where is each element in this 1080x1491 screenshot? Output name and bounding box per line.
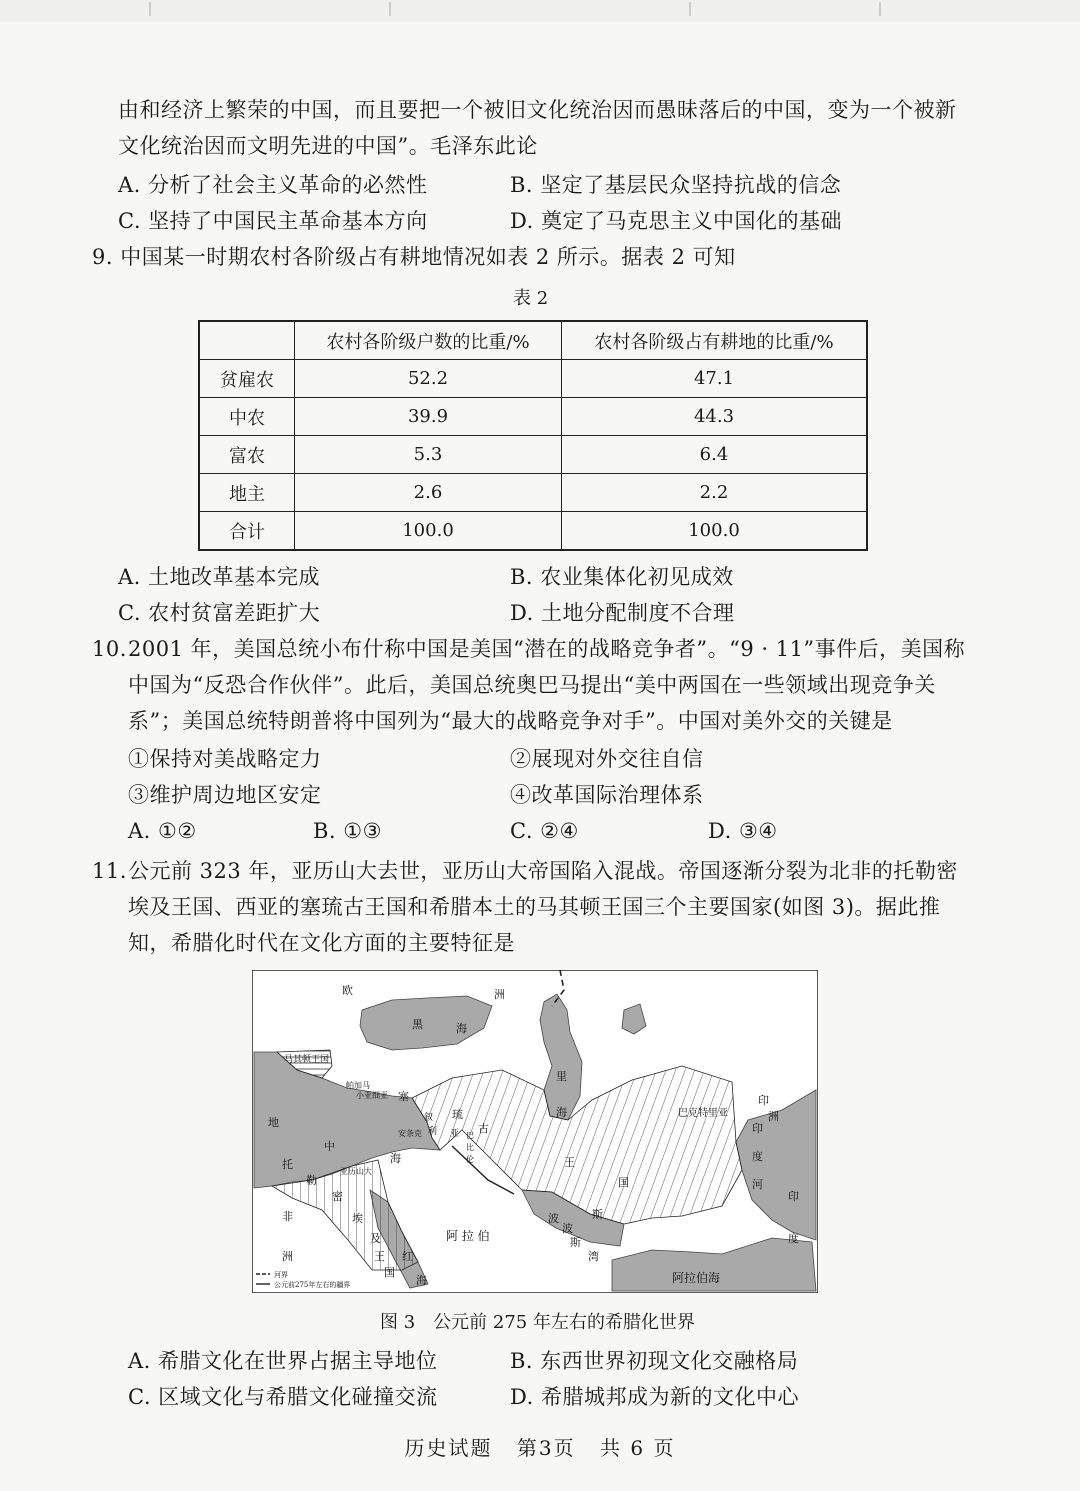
q11-option-d: D. 希腊城邦成为新的文化中心 bbox=[510, 1385, 799, 1409]
label-black-sea-2: 海 bbox=[456, 1022, 467, 1035]
q11-option-b: B. 东西世界初现文化交融格局 bbox=[510, 1349, 799, 1373]
row-households: 52.2 bbox=[295, 360, 562, 398]
legend-border: 公元前275年左右的疆界 bbox=[274, 1281, 351, 1289]
q8-text: 由和经济上繁荣的中国，而且要把一个被旧文化统治因而愚昧落后的中国，变为一个被新文化统治因而文明先进的中国”。毛泽东此论 bbox=[118, 98, 957, 158]
row-class: 富农 bbox=[199, 436, 295, 474]
label-red-sea-2: 海 bbox=[416, 1274, 427, 1287]
label-ptolemy-4: 埃 bbox=[352, 1212, 363, 1225]
label-ptolemy-5: 及 bbox=[370, 1232, 381, 1245]
label-india-1: 印 bbox=[788, 1190, 799, 1203]
row-land: 6.4 bbox=[562, 436, 868, 474]
q11-option-c: C. 区域文化与希腊文化碰撞交流 bbox=[128, 1385, 438, 1409]
table-caption: 表 2 bbox=[513, 288, 549, 309]
row-households: 39.9 bbox=[295, 398, 562, 436]
label-gu: 古 bbox=[478, 1122, 489, 1135]
label-ptolemy-7: 国 bbox=[384, 1266, 395, 1279]
q9-stem: 9. 中国某一时期农村各阶级占有耕地情况如表 2 所示。据表 2 可知 bbox=[92, 245, 736, 269]
label-africa-2: 洲 bbox=[282, 1250, 293, 1263]
figure-caption: 图 3 公元前 275 年左右的希腊化世界 bbox=[380, 1312, 695, 1333]
table-row bbox=[199, 512, 867, 551]
q8-option-c: C. 坚持了中国民主革命基本方向 bbox=[118, 209, 428, 233]
label-caspian-2: 海 bbox=[556, 1106, 567, 1119]
label-persia-1: 波 bbox=[548, 1212, 559, 1225]
row-land: 44.3 bbox=[562, 398, 868, 436]
row-land: 2.2 bbox=[562, 474, 868, 512]
q10-item-2: ②展现对外交往自信 bbox=[510, 747, 704, 771]
q11-line-1: 公元前 323 年，亚历山大去世，亚历山大帝国陷入混战。帝国逐渐分裂为北非的托勒密 bbox=[128, 859, 958, 883]
label-gulf-1: 波 bbox=[562, 1222, 573, 1235]
label-guo: 国 bbox=[618, 1176, 629, 1189]
q10-item-4: ④改革国际治理体系 bbox=[510, 783, 704, 807]
label-red-sea-1: 红 bbox=[402, 1250, 413, 1263]
row-households: 2.6 bbox=[295, 474, 562, 512]
label-arabia: 阿 拉 伯 bbox=[446, 1229, 490, 1243]
hellenistic-map bbox=[252, 970, 818, 1293]
row-class: 地主 bbox=[199, 474, 295, 512]
table-header-blank bbox=[199, 321, 295, 360]
q11-line-2: 埃及王国、西亚的塞琉古王国和希腊本土的马其顿王国三个主要国家(如图 3)。据此推 bbox=[128, 895, 941, 919]
q11-number: 11. bbox=[92, 859, 127, 883]
q10-line-1: 2001 年，美国总统小布什称中国是美国“潜在的战略竞争者”。“9 · 11”事件后，美国称 bbox=[128, 637, 966, 661]
row-households: 100.0 bbox=[295, 512, 562, 551]
label-alexandria: 亚历山大 bbox=[340, 1167, 372, 1176]
q9-option-d: D. 土地分配制度不合理 bbox=[510, 601, 735, 625]
q10-option-b: B. ①③ bbox=[313, 819, 382, 843]
label-yindu-zhou-1: 印 bbox=[758, 1094, 769, 1107]
q10-item-3: ③维护周边地区安定 bbox=[128, 783, 322, 807]
label-babylon-3: 伦 bbox=[466, 1155, 474, 1164]
label-liu: 琉 bbox=[452, 1108, 463, 1121]
q9-option-a: A. 土地改革基本完成 bbox=[118, 565, 321, 589]
label-yindu-zhou-2: 洲 bbox=[768, 1110, 779, 1123]
label-pergamon: 帕加马 bbox=[346, 1081, 370, 1090]
label-ya: 亚 bbox=[450, 1129, 460, 1139]
table-row bbox=[199, 474, 867, 512]
label-ptolemy-2: 勒 bbox=[306, 1174, 317, 1187]
label-gulf-2: 斯 bbox=[570, 1236, 581, 1249]
label-arabian-sea: 阿拉伯海 bbox=[672, 1271, 721, 1285]
label-antioch: 安条克 bbox=[398, 1129, 422, 1138]
q8-option-b: B. 坚定了基层民众坚持抗战的信念 bbox=[510, 173, 842, 197]
q10-number: 10. bbox=[92, 637, 127, 661]
q11-line-3: 知，希腊化时代在文化方面的主要特征是 bbox=[128, 931, 515, 955]
label-gulf-3: 湾 bbox=[588, 1250, 599, 1263]
q10-line-2: 中国为“反恐合作伙伴”。此后，美国总统奥巴马提出“美中两国在一些领域出现竞争关 bbox=[128, 673, 936, 697]
row-land: 47.1 bbox=[562, 360, 868, 398]
q9-option-c: C. 农村贫富差距扩大 bbox=[118, 601, 321, 625]
label-med-3: 海 bbox=[390, 1152, 401, 1165]
land-table bbox=[198, 320, 868, 551]
label-ptolemy-6: 王 bbox=[374, 1250, 385, 1263]
legend-river: 河界 bbox=[274, 1271, 288, 1279]
label-europe-1: 欧 bbox=[342, 984, 353, 997]
table-row bbox=[199, 398, 867, 436]
label-persia-2: 斯 bbox=[592, 1208, 603, 1221]
label-indus-2: 度 bbox=[752, 1150, 763, 1163]
label-india-2: 度 bbox=[788, 1232, 799, 1245]
label-black-sea-1: 黑 bbox=[412, 1018, 423, 1031]
footer-subject: 历史试题 bbox=[404, 1436, 493, 1460]
label-asia-minor: 小亚细亚 bbox=[356, 1091, 388, 1100]
row-class: 合计 bbox=[199, 512, 295, 551]
footer-total: 共 6 页 bbox=[600, 1436, 676, 1460]
table-header-households: 农村各阶级户数的比重/% bbox=[295, 321, 562, 360]
row-households: 5.3 bbox=[295, 436, 562, 474]
label-sai: 塞 bbox=[398, 1090, 409, 1103]
label-africa-1: 非 bbox=[282, 1210, 293, 1223]
label-med-2: 中 bbox=[324, 1140, 335, 1153]
row-class: 贫雇农 bbox=[199, 360, 295, 398]
q8-option-a: A. 分析了社会主义革命的必然性 bbox=[118, 173, 428, 197]
label-indus-1: 印 bbox=[752, 1122, 763, 1135]
q10-option-c: C. ②④ bbox=[510, 819, 579, 843]
row-land: 100.0 bbox=[562, 512, 868, 551]
q10-line-3: 系”；美国总统特朗普将中国列为“最大的战略竞争对手”。中国对美外交的关键是 bbox=[128, 709, 893, 733]
q10-option-a: A. ①② bbox=[128, 819, 197, 843]
label-macedon: 马其顿王国 bbox=[284, 1055, 330, 1065]
label-babylon-1: 巴 bbox=[466, 1131, 474, 1140]
table-row bbox=[199, 436, 867, 474]
footer-page: 第3页 bbox=[516, 1436, 576, 1460]
label-europe-2: 洲 bbox=[494, 988, 505, 1001]
label-caspian-1: 里 bbox=[556, 1070, 567, 1083]
q9-option-b: B. 农业集体化初见成效 bbox=[510, 565, 734, 589]
table-header-row bbox=[199, 321, 867, 360]
q10-option-d: D. ③④ bbox=[708, 819, 778, 843]
label-med-1: 地 bbox=[268, 1116, 279, 1129]
q8-option-d: D. 奠定了马克思主义中国化的基础 bbox=[510, 209, 842, 233]
label-wang: 王 bbox=[564, 1156, 575, 1169]
table-row bbox=[199, 360, 867, 398]
label-babylon-2: 比 bbox=[466, 1143, 474, 1152]
row-class: 中农 bbox=[199, 398, 295, 436]
scan-edge bbox=[0, 0, 1080, 22]
label-xu: 叙 bbox=[424, 1113, 434, 1123]
label-ptolemy-3: 密 bbox=[332, 1190, 343, 1203]
table-header-land: 农村各阶级占有耕地的比重/% bbox=[562, 321, 868, 360]
q10-item-1: ①保持对美战略定力 bbox=[128, 747, 322, 771]
label-li: 利 bbox=[428, 1127, 438, 1137]
label-ptolemy-1: 托 bbox=[282, 1158, 293, 1171]
label-indus-3: 河 bbox=[752, 1178, 763, 1191]
label-bactria: 巴克特里亚 bbox=[678, 1108, 728, 1119]
q11-option-a: A. 希腊文化在世界占据主导地位 bbox=[128, 1349, 438, 1373]
page-footer bbox=[0, 1432, 1080, 1461]
